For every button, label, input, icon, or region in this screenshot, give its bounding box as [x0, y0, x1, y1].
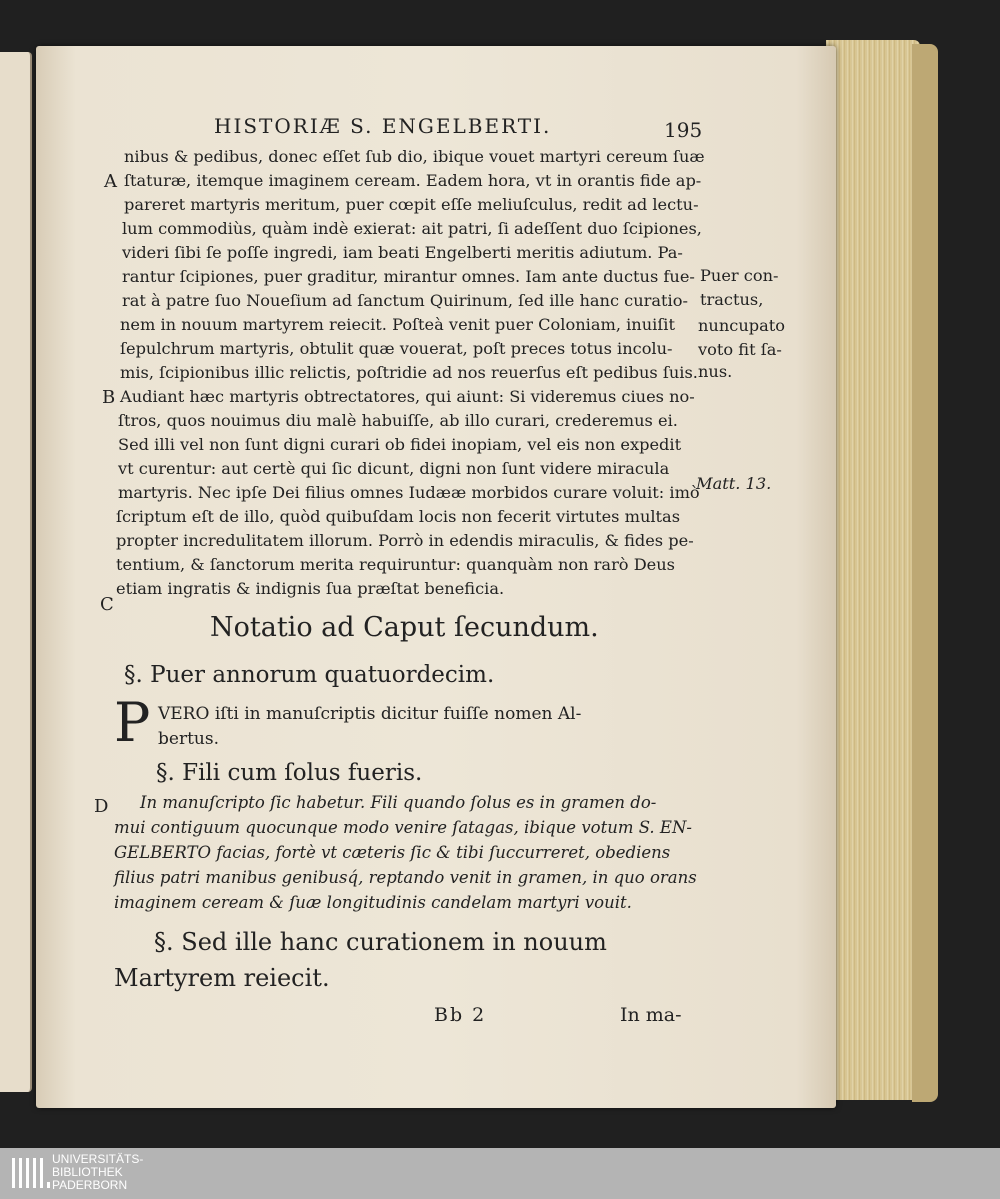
body-line: ſtaturæ, itemque imaginem ceream. Eadem hora, vt in orantis fide ap- — [124, 171, 702, 190]
body-line: nem in nouum martyrem reiecit. Poſteà venit puer Coloniam, inuiſit — [120, 315, 675, 334]
book-cover-edge — [912, 44, 938, 1102]
section-letter: B — [102, 387, 116, 408]
body-line: etiam ingratis & indignis ſua præſtat beneficia. — [116, 579, 505, 598]
body-line: propter incredulitatem illorum. Porrò in edendis miraculis, & fides pe- — [116, 531, 694, 550]
body-line: vt curentur: aut certè qui ſic dicunt, digni non ſunt videre miracula — [118, 459, 670, 478]
note-line: VERO iſti in manuſcriptis dicitur fuiſſe nomen Al- — [158, 704, 582, 724]
body-line: martyris. Nec ipſe Dei filius omnes Iudææ morbidos curare voluit: imò — [118, 483, 700, 502]
note-line: mui contiguum quocunque modo venire ſatagas, ibique votum S. EN- — [114, 818, 692, 837]
library-footer-bar — [0, 1148, 1000, 1199]
marginal-note: tractus, — [700, 290, 764, 309]
page-number: 195 — [664, 118, 703, 142]
library-logo-icon — [10, 1152, 50, 1194]
note-line: GELBERTO facias, fortè vt cæteris ſic & tibi ſuccurreret, obediens — [114, 843, 671, 862]
marginal-note: Matt. 13. — [696, 474, 772, 493]
notatio-title: Notatio ad Caput ſecundum. — [210, 612, 599, 643]
body-line: nibus & pedibus, donec eſſet ſub dio, ibique vouet martyri cereum ſuæ — [124, 147, 705, 166]
signature-mark: Bb 2 — [434, 1004, 487, 1026]
note-line: In manuſcripto ſic habetur. Fili quando ſolus es in gramen do- — [140, 793, 657, 812]
note-heading: §. Fili cum ſolus fueris. — [156, 760, 423, 786]
section-letter: C — [100, 594, 114, 615]
note-heading: §. Puer annorum quatuordecim. — [124, 662, 495, 688]
note-line: imaginem ceream & ſuæ longitudinis candelam martyri vouit. — [114, 893, 632, 912]
body-line: ſcriptum eſt de illo, quòd quibuſdam locis non fecerit virtutes multas — [116, 507, 681, 526]
section-letter: D — [94, 796, 109, 817]
note-line: filius patri manibus genibusq́, reptando venit in gramen, in quo orans — [114, 868, 697, 887]
marginal-note: Puer con- — [700, 266, 779, 285]
body-line: ſepulchrum martyris, obtulit quæ vouerat, poſt preces totus incolu- — [120, 339, 673, 358]
marginal-note: voto fit ſa- — [698, 340, 782, 359]
note-heading: §. Sed ille hanc curationem in nouum — [154, 928, 607, 956]
facing-page-edge — [0, 52, 32, 1092]
marginal-note: nuncupato — [698, 316, 786, 335]
body-line: Audiant hæc martyris obtrectatores, qui aiunt: Si videremus ciues no- — [120, 387, 695, 406]
body-line: rat à patre ſuo Noueſium ad ſanctum Quirinum, ſed ille hanc curatio- — [122, 291, 688, 310]
body-line: lum commodiùs, quàm indè exierat: ait patri, ſi adeſſent duo ſcipiones, — [122, 219, 702, 238]
note-heading: Martyrem reiecit. — [114, 964, 330, 992]
initial-capital: P — [114, 691, 151, 754]
body-line: mis, ſcipionibus illic relictis, poſtridie ad nos reuerſus eſt pedibus ſuis. — [120, 363, 698, 382]
running-head: HISTORIÆ S. ENGELBERTI. — [214, 114, 552, 138]
body-line: rantur ſcipiones, puer graditur, mirantur omnes. Iam ante ductus fue- — [122, 267, 695, 286]
section-letter: A — [104, 171, 117, 192]
library-name: UNIVERSITÄTS- BIBLIOTHEK PADERBORN — [52, 1152, 144, 1192]
page-block-edges — [826, 40, 920, 1100]
body-line: videri ſibi ſe poſſe ingredi, iam beati Engelberti meritis adiutum. Pa- — [122, 243, 683, 262]
catchword: In ma- — [620, 1004, 682, 1026]
body-line: Sed illi vel non ſunt digni curari ob fidei inopiam, vel eis non expedit — [118, 435, 682, 454]
note-line: bertus. — [158, 729, 219, 749]
marginal-note: nus. — [698, 362, 733, 381]
body-line: ſtros, quos nouimus diu malè habuiſſe, ab illo curari, crederemus ei. — [118, 411, 678, 430]
body-line: tentium, & ſanctorum merita requiruntur: quanquàm non rarò Deus — [116, 555, 675, 574]
body-line: pareret martyris meritum, puer cœpit eſſe meliuſculus, redit ad lectu- — [124, 195, 699, 214]
